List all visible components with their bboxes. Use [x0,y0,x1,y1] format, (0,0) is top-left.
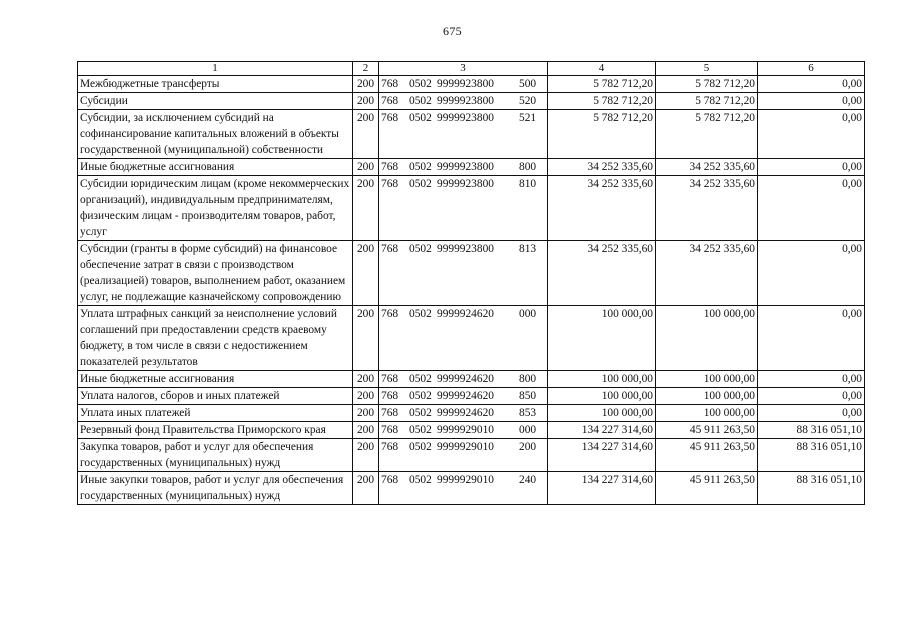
table-row [78,241,865,306]
code-cs: 9999923800 [437,112,494,124]
row-name-cell: Субсидии юридическим лицам (кроме некоммерческих организаций), индивидуальным предпринимателям, физическим лицам - производителям товаров, работ, услуг [78,176,353,241]
row-code-cell [379,76,548,93]
code-gl: 768 [381,424,399,436]
table-row [78,176,865,241]
row-name-cell: Закупка товаров, работ и услуг для обеспечения государственных (муниципальных) нужд [78,439,353,472]
row-col6-cell: 0,00 [758,241,865,306]
row-ved-cell: 200 [353,371,379,388]
row-col5-cell: 34 252 335,60 [656,159,758,176]
row-code-cell [379,93,548,110]
row-name-cell: Субсидии (гранты в форме субсидий) на финансовое обеспечение затрат в связи с производством (реализацией) товаров, выполнением работ, оказанием услуг, не подлежащие казначейскому сопровождению [78,241,353,306]
row-code-cell [379,422,548,439]
row-ved-cell: 200 [353,306,379,371]
code-vr: 810 [519,178,537,190]
table-row [78,159,865,176]
row-col5-cell: 100 000,00 [656,388,758,405]
row-col4-cell: 134 227 314,60 [548,422,656,439]
code-rz: 0502 [409,390,432,402]
row-code-cell [379,388,548,405]
code-rz: 0502 [409,161,432,173]
row-ved-cell: 200 [353,176,379,241]
row-name-cell: Межбюджетные трансферты [78,76,353,93]
row-ved-cell: 200 [353,241,379,306]
table-row [78,405,865,422]
row-col5-cell: 5 782 712,20 [656,93,758,110]
code-gl: 768 [381,161,399,173]
code-vr: 000 [519,424,537,436]
row-col6-cell: 0,00 [758,93,865,110]
row-col5-cell: 34 252 335,60 [656,176,758,241]
code-gl: 768 [381,243,399,255]
row-col5-cell: 45 911 263,50 [656,422,758,439]
code-cs: 9999923800 [437,243,494,255]
code-gl: 768 [381,308,399,320]
code-cs: 9999924620 [437,308,494,320]
code-vr: 520 [519,95,537,107]
code-cs: 9999923800 [437,178,494,190]
code-rz: 0502 [409,373,432,385]
row-col6-cell: 88 316 051,10 [758,439,865,472]
code-gl: 768 [381,78,399,90]
code-rz: 0502 [409,308,432,320]
table-row [78,388,865,405]
code-gl: 768 [381,474,399,486]
code-rz: 0502 [409,112,432,124]
row-col5-cell: 45 911 263,50 [656,439,758,472]
header-col-2: 2 [353,62,379,76]
row-col5-cell: 45 911 263,50 [656,472,758,505]
code-vr: 240 [519,474,537,486]
row-col5-cell: 100 000,00 [656,371,758,388]
code-vr: 853 [519,407,537,419]
row-col6-cell: 0,00 [758,110,865,159]
header-row [78,62,865,76]
row-col6-cell: 88 316 051,10 [758,422,865,439]
budget-table [77,61,865,505]
header-col-3: 3 [379,62,548,76]
code-vr: 850 [519,390,537,402]
table-row [78,306,865,371]
code-rz: 0502 [409,407,432,419]
row-name-cell: Иные бюджетные ассигнования [78,371,353,388]
table-row [78,371,865,388]
row-col4-cell: 34 252 335,60 [548,159,656,176]
code-rz: 0502 [409,424,432,436]
code-vr: 800 [519,161,537,173]
row-col6-cell: 0,00 [758,159,865,176]
header-col-1: 1 [78,62,353,76]
table-row [78,76,865,93]
code-cs: 9999923800 [437,78,494,90]
code-cs: 9999923800 [437,161,494,173]
row-col6-cell: 0,00 [758,176,865,241]
code-vr: 800 [519,373,537,385]
row-col4-cell: 5 782 712,20 [548,93,656,110]
row-col4-cell: 100 000,00 [548,371,656,388]
row-col5-cell: 34 252 335,60 [656,241,758,306]
row-col5-cell: 100 000,00 [656,405,758,422]
row-col4-cell: 34 252 335,60 [548,241,656,306]
code-gl: 768 [381,390,399,402]
code-cs: 9999924620 [437,373,494,385]
row-code-cell [379,439,548,472]
row-ved-cell: 200 [353,110,379,159]
row-col4-cell: 100 000,00 [548,306,656,371]
row-col4-cell: 100 000,00 [548,405,656,422]
code-gl: 768 [381,95,399,107]
header-col-4: 4 [548,62,656,76]
row-name-cell: Иные бюджетные ассигнования [78,159,353,176]
code-vr: 813 [519,243,537,255]
row-ved-cell: 200 [353,93,379,110]
row-col5-cell: 100 000,00 [656,306,758,371]
row-code-cell [379,306,548,371]
page-number: 675 [443,24,462,38]
row-code-cell [379,371,548,388]
row-col4-cell: 100 000,00 [548,388,656,405]
code-vr: 000 [519,308,537,320]
code-cs: 9999929010 [437,474,494,486]
code-cs: 9999929010 [437,424,494,436]
table-row [78,110,865,159]
row-col6-cell: 0,00 [758,306,865,371]
row-col4-cell: 34 252 335,60 [548,176,656,241]
row-ved-cell: 200 [353,388,379,405]
header-col-5: 5 [656,62,758,76]
row-col6-cell: 0,00 [758,405,865,422]
row-col4-cell: 134 227 314,60 [548,439,656,472]
row-code-cell [379,405,548,422]
row-name-cell: Уплата штрафных санкций за неисполнение условий соглашений при предоставлении средств краевому бюджету, в том числе в связи с недостижением показателей результатов [78,306,353,371]
row-col4-cell: 5 782 712,20 [548,76,656,93]
code-rz: 0502 [409,178,432,190]
row-col5-cell: 5 782 712,20 [656,76,758,93]
table-row [78,439,865,472]
row-name-cell: Иные закупки товаров, работ и услуг для обеспечения государственных (муниципальных) нужд [78,472,353,505]
row-col6-cell: 0,00 [758,388,865,405]
code-cs: 9999929010 [437,441,494,453]
code-rz: 0502 [409,441,432,453]
row-col6-cell: 0,00 [758,371,865,388]
row-code-cell [379,472,548,505]
code-gl: 768 [381,373,399,385]
table-row [78,422,865,439]
row-name-cell: Субсидии [78,93,353,110]
table-row [78,472,865,505]
code-vr: 521 [519,112,537,124]
code-gl: 768 [381,407,399,419]
row-code-cell [379,241,548,306]
row-col5-cell: 5 782 712,20 [656,110,758,159]
row-col6-cell: 0,00 [758,76,865,93]
code-rz: 0502 [409,78,432,90]
code-vr: 200 [519,441,537,453]
row-col4-cell: 134 227 314,60 [548,472,656,505]
row-col6-cell: 88 316 051,10 [758,472,865,505]
row-name-cell: Уплата иных платежей [78,405,353,422]
row-name-cell: Резервный фонд Правительства Приморского края [78,422,353,439]
code-cs: 9999924620 [437,407,494,419]
code-rz: 0502 [409,474,432,486]
row-code-cell [379,176,548,241]
code-gl: 768 [381,441,399,453]
code-rz: 0502 [409,243,432,255]
row-ved-cell: 200 [353,76,379,93]
code-cs: 9999924620 [437,390,494,402]
row-ved-cell: 200 [353,159,379,176]
code-vr: 500 [519,78,537,90]
code-gl: 768 [381,112,399,124]
row-ved-cell: 200 [353,472,379,505]
row-ved-cell: 200 [353,422,379,439]
row-col4-cell: 5 782 712,20 [548,110,656,159]
row-name-cell: Уплата налогов, сборов и иных платежей [78,388,353,405]
row-ved-cell: 200 [353,439,379,472]
code-cs: 9999923800 [437,95,494,107]
row-name-cell: Субсидии, за исключением субсидий на софинансирование капитальных вложений в объекты государственной (муниципальной) собственности [78,110,353,159]
row-code-cell [379,159,548,176]
table-row [78,93,865,110]
header-col-6: 6 [758,62,865,76]
row-ved-cell: 200 [353,405,379,422]
code-rz: 0502 [409,95,432,107]
code-gl: 768 [381,178,399,190]
row-code-cell [379,110,548,159]
